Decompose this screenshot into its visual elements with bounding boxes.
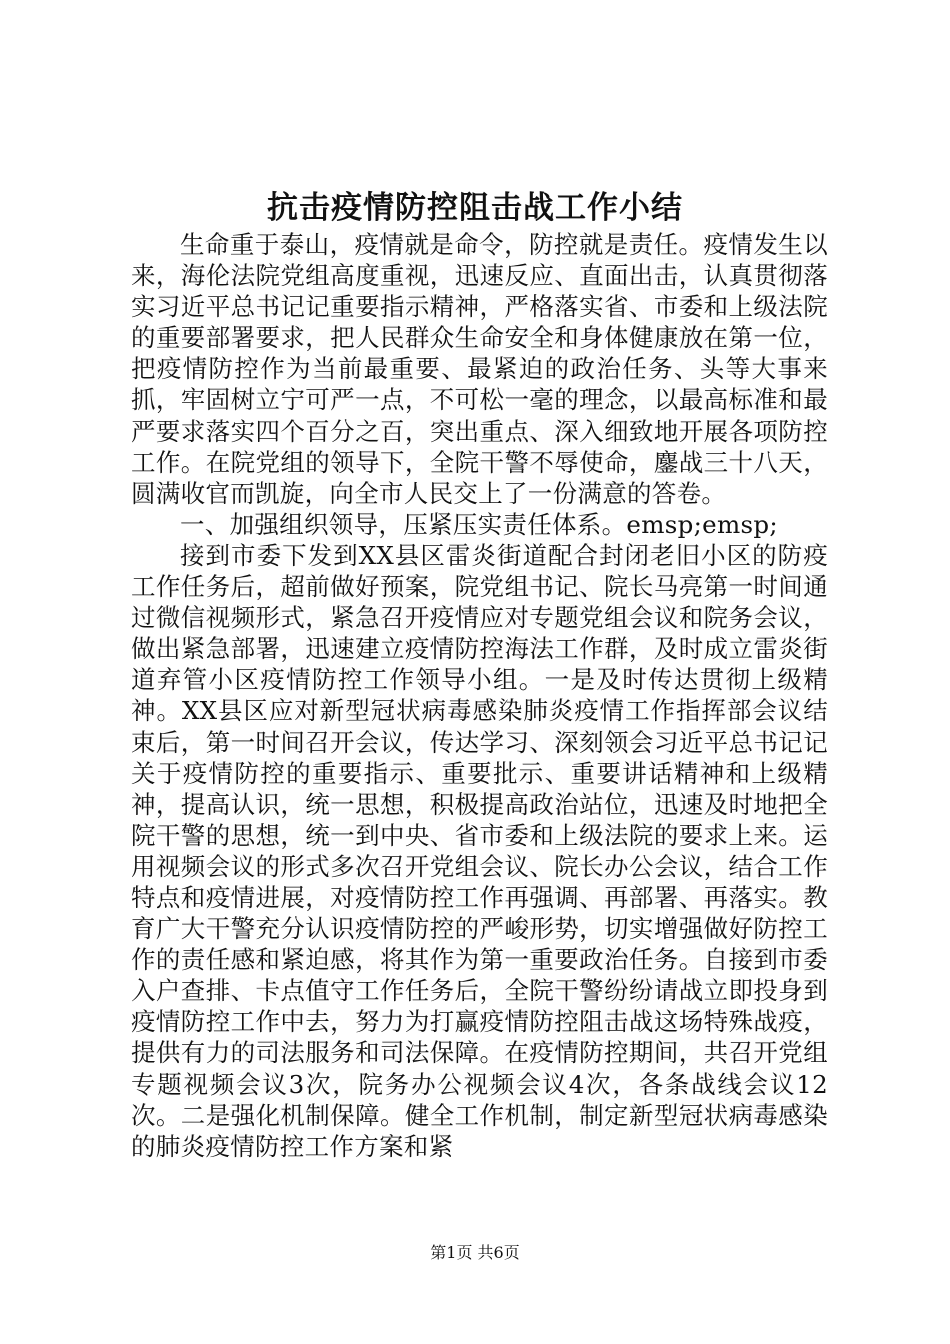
document-title: 抗击疫情防控阻击战工作小结	[267, 190, 683, 226]
paragraph-section-body: 接到市委下发到XX县区雷炎街道配合封闭老旧小区的防疫工作任务后，超前做好预案，院党组书记、院长马亮第一时间通过微信视频形式，紧急召开疫情应对专题党组会议和院务会议，做出紧急部署，迅速建立疫情防控海法工作群，及时成立雷炎街道弃管小区疫情防控工作领导小组。一是及时传达贯彻上级精神。XX县区应对新型冠状病毒感染肺炎疫情工作指挥部会议结束后，第一时间召开会议，传达学习、深刻领会习近平总书记记关于疫情防控的重要指示、重要批示、重要讲话精神和上级精神，提高认识，统一思想，积极提高政治站位，迅速及时地把全院干警的思想，统一到中央、省市委和上级法院的要求上来。运用视频会议的形式多次召开党组会议、院长办公会议，结合工作特点和疫情进展，对疫情防控工作再强调、再部署、再落实。教育广大干警充分认识疫情防控的严峻形势，切实增强做好防控工作的责任感和紧迫感，将其作为第一重要政治任务。自接到市委入户查排、卡点值守工作任务后，全院干警纷纷请战立即投身到疫情防控工作中去，努力为打赢疫情防控阻击战这场特殊战疫，提供有力的司法服务和司法保障。在疫情防控期间，共召开党组专题视频会议3次，院务办公视频会议4次，各条战线会议12次。二是强化机制保障。健全工作机制，制定新型冠状病毒感染的肺炎疫情防控工作方案和紧	[131, 540, 828, 1161]
page-number-footer: 第1页 共6页	[430, 1243, 520, 1262]
document-body	[131, 229, 828, 1162]
paragraph-section-heading: 一、加强组织领导，压紧压实责任体系。emsp;emsp;	[180, 509, 778, 539]
paragraph-intro: 生命重于泰山，疫情就是命令，防控就是责任。疫情发生以来，海伦法院党组高度重视，迅速反应、直面出击，认真贯彻落实习近平总书记记重要指示精神，严格落实省、市委和上级法院的重要部署要求，把人民群众生命安全和身体健康放在第一位，把疫情防控作为当前最重要、最紧迫的政治任务、头等大事来抓，牢固树立宁可严一点，不可松一毫的理念，以最高标准和最严要求落实四个百分之百，突出重点、深入细致地开展各项防控工作。在院党组的领导下，全院干警不辱使命，鏖战三十八天，圆满收官而凯旋，向全市人民交上了一份满意的答卷。	[131, 230, 828, 508]
